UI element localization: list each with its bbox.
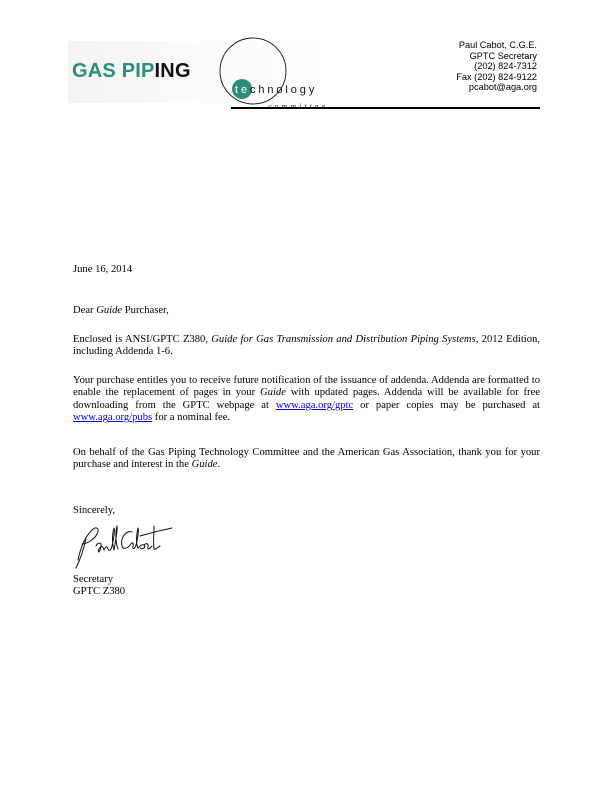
p2-guide: Guide — [260, 387, 286, 399]
handwritten-signature — [70, 516, 180, 576]
contact-name: Paul Cabot, C.G.E. — [458, 40, 537, 50]
p3-text-b: . — [217, 459, 221, 471]
letter-date: June 16, 2014 — [73, 264, 133, 275]
logo-wordmark-piping: ING — [154, 60, 191, 82]
paragraph-thanks — [73, 447, 540, 472]
p1-guide-title: Guide for Gas Transmission and Distribution Piping Systems — [211, 334, 476, 345]
paragraph-addenda — [73, 375, 540, 425]
salutation-purchaser: Purchaser, — [122, 305, 169, 316]
gptc-logo — [68, 33, 338, 113]
contact-phone: (202) 824-7312 — [474, 61, 537, 72]
contact-block — [456, 40, 537, 93]
closing: Sincerely, — [73, 505, 115, 516]
salutation-dear: Dear — [73, 305, 97, 316]
logo-wordmark — [72, 60, 191, 83]
contact-email: pcabot@aga.org — [468, 82, 537, 93]
contact-fax: Fax (202) 824-9122 — [456, 71, 537, 82]
p1-text-a: Enclosed is ANSI/GPTC Z380, — [73, 334, 212, 345]
logo-technology-te: te — [235, 84, 250, 96]
p3-guide: Guide — [191, 459, 218, 471]
signoff-block — [73, 574, 540, 599]
contact-role: GPTC Secretary — [469, 50, 537, 61]
paragraph-enclosed — [73, 334, 540, 359]
header-rule — [231, 107, 540, 109]
p2-text-a: Your purchase entitles you to receive future notification of the issuance of addenda. Addenda are formatted to enable the replacement of pages in your — [73, 375, 540, 399]
logo-wordmark-gas: GAS PIP — [72, 60, 155, 82]
p2-text-d: for a nominal fee. — [152, 412, 231, 424]
p2-text-b: with updated pages. Addenda will be available for free downloading from the GPTC webpage at — [73, 387, 540, 411]
salutation-guide: Guide — [96, 305, 123, 316]
p2-text-c: or paper copies may be purchased at — [353, 399, 541, 411]
pubs-link[interactable]: www.aga.org/pubs — [73, 412, 153, 424]
signoff-title: Secretary — [73, 574, 113, 585]
gptc-webpage-link[interactable]: www.aga.org/gptc — [275, 399, 354, 411]
logo-technology — [235, 84, 317, 96]
salutation — [73, 305, 540, 317]
logo-technology-rest: chnology — [249, 84, 318, 96]
p1-text-b: , 2012 Edition, including Addenda 1-6. — [73, 334, 540, 358]
p3-text-a: On behalf of the Gas Piping Technology Committee and the American Gas Association, thank you for your purchase and interest in the — [73, 447, 540, 471]
signoff-committee: GPTC Z380 — [73, 586, 126, 598]
